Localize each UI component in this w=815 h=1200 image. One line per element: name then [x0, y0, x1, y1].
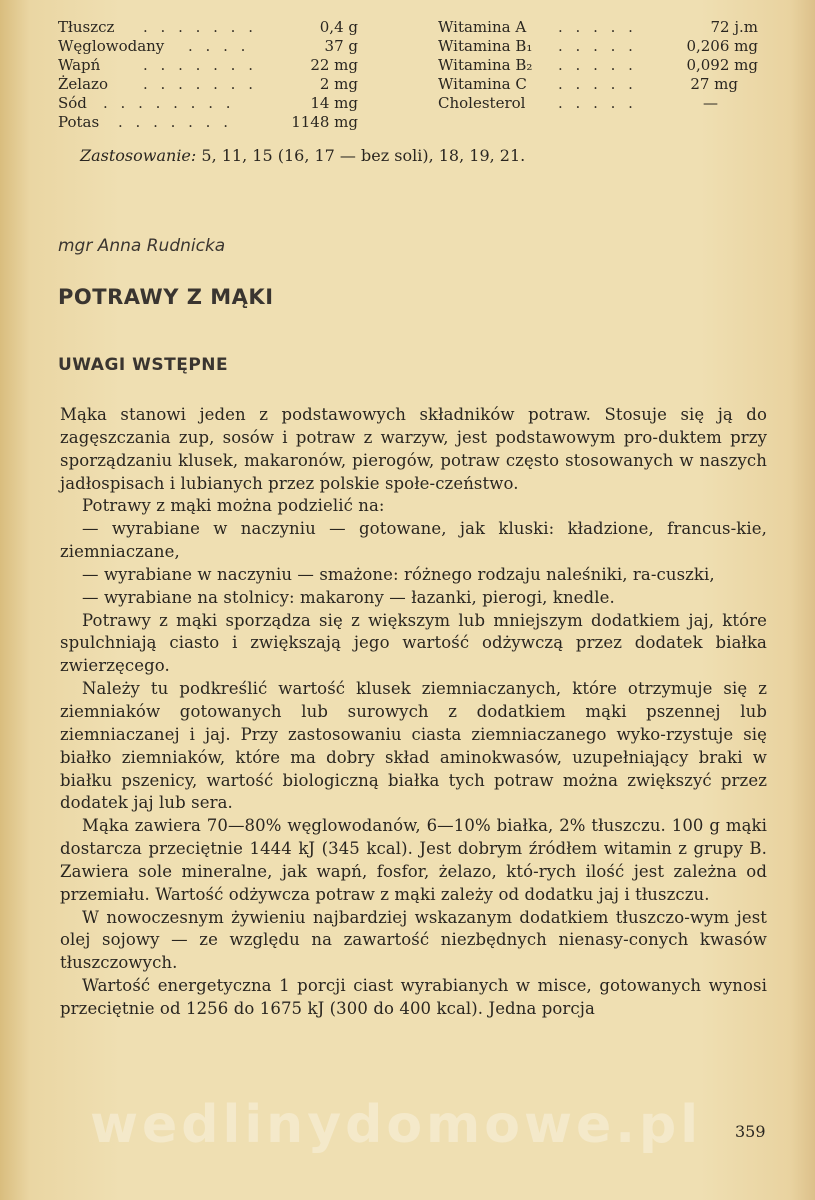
leader-dots: . . . . .: [558, 37, 637, 55]
leader-dots: . . . . . . . .: [103, 94, 235, 112]
nutrition-row: [58, 37, 358, 56]
nutrition-row: [438, 94, 768, 113]
leader-dots: . . . . .: [558, 75, 637, 93]
nutrient-value: 72 j.m: [710, 18, 758, 36]
nutrient-name: Cholesterol: [438, 94, 526, 112]
paragraph: Mąka zawiera 70—80% węglowodanów, 6—10% białka, 2% tłuszczu. 100 g mąki dostarcza przeciętnie 1444 kJ (345 kcal). Jest dobrym źródłem witamin z grupy B. Zawiera sole mineralne, jak wapń, fosfor, żelazo, któ-rych ilość jest zależna od przemiału. Wartość odżywcza potraw z mąki zależy od dodatku jaj i tłuszczu.: [60, 816, 767, 904]
nutrient-name: Witamina B₁: [438, 37, 533, 55]
nutrition-row: [58, 18, 358, 37]
paragraph: Potrawy z mąki sporządza się z większym lub mniejszym dodatkiem jaj, które spulchniają ciasto i zwiększają jego wartość odżywczą przez dodatek białka zwierzęcego.: [60, 610, 767, 676]
paragraph: Potrawy z mąki można podzielić na:: [82, 496, 385, 516]
watermark: wedlinydomowe.pl: [90, 1095, 703, 1155]
page-number: 359: [735, 1122, 766, 1141]
nutrient-name: Wapń: [58, 56, 101, 74]
nutrition-row: [58, 113, 358, 132]
nutrient-name: Witamina C: [438, 75, 527, 93]
paragraph: Mąka stanowi jeden z podstawowych składników potraw. Stosuje się ją do zagęszczania zup, sosów i potraw z warzyw, jest podstawowym pro-duktem przy sporządzaniu klusek, makaronów, pierogów, potraw często stosowanych w naszych jadłospisach i lubianych przez polskie społe-czeństwo.: [60, 405, 767, 493]
nutrition-row: [58, 94, 358, 113]
nutrition-row: [438, 37, 768, 56]
nutrient-value: 22 mg: [310, 56, 358, 74]
usage-line: [80, 146, 525, 165]
nutrient-value: 27 mg: [690, 75, 738, 93]
leader-dots: . . . . .: [558, 56, 637, 74]
paragraph: Należy tu podkreślić wartość klusek ziemniaczanych, które otrzymuje się z ziemniaków gotowanych lub surowych z dodatkiem mąki pszennej lub ziemniaczanej i jaj. Przy zastosowaniu ciasta ziemniaczanego wyko-rzystuje się białko ziemniaków, które ma dobry skład aminokwasów, uzupełniający braki w białku pszenicy, wartość biologiczną białka tych potraw można zwiększyć przez dodatek jaj lub sera.: [60, 679, 767, 813]
chapter-title: POTRAWY Z MĄKI: [58, 285, 274, 309]
nutrition-row: [438, 18, 768, 37]
usage-label: Zastosowanie:: [80, 146, 197, 165]
nutrient-value: 0,092 mg: [686, 56, 758, 74]
nutrient-value: 37 g: [324, 37, 358, 55]
nutrient-name: Żelazo: [58, 75, 108, 93]
nutrition-row: [58, 75, 358, 94]
nutrition-row: [58, 56, 358, 75]
body-text: [60, 404, 767, 1021]
nutrition-row: [438, 56, 768, 75]
nutrient-name: Witamina A: [438, 18, 527, 36]
nutrient-name: Sód: [58, 94, 87, 112]
leader-dots: . . . .: [188, 37, 250, 55]
nutrition-table-right: [438, 18, 768, 113]
nutrition-row: [438, 75, 768, 94]
leader-dots: . . . . . . .: [143, 75, 257, 93]
paragraph: Wartość energetyczna 1 porcji ciast wyrabianych w misce, gotowanych wynosi przeciętnie od 1256 do 1675 kJ (300 do 400 kcal). Jedna porcja: [60, 976, 767, 1018]
nutrient-name: Tłuszcz: [58, 18, 115, 36]
nutrient-value: 0,4 g: [319, 18, 358, 36]
leader-dots: . . . . .: [558, 18, 637, 36]
nutrient-name: Potas: [58, 113, 100, 131]
list-item: — wyrabiane na stolnicy: makarony — łazanki, pierogi, knedle.: [82, 587, 615, 607]
usage-text: 5, 11, 15 (16, 17 — bez soli), 18, 19, 21.: [196, 146, 526, 165]
nutrient-name: Węglowodany: [58, 37, 165, 55]
leader-dots: . . . . .: [558, 94, 637, 112]
nutrition-table-left: [58, 18, 358, 132]
list-item: — wyrabiane w naczyniu — gotowane, jak kluski: kładzione, francus-kie, ziemniaczane,: [60, 519, 767, 562]
paragraph: W nowoczesnym żywieniu najbardziej wskazanym dodatkiem tłuszczo-wym jest olej sojowy — ze względu na zawartość niezbędnych nienasy-conych kwasów tłuszczowych.: [60, 907, 767, 973]
leader-dots: . . . . . . .: [143, 18, 257, 36]
nutrient-value: —: [703, 94, 718, 112]
leader-dots: . . . . . . .: [143, 56, 257, 74]
leader-dots: . . . . . . .: [118, 113, 232, 131]
section-heading: UWAGI WSTĘPNE: [58, 355, 229, 375]
author-name: mgr Anna Rudnicka: [58, 236, 226, 256]
nutrient-name: Witamina B₂: [438, 56, 533, 74]
nutrient-value: 14 mg: [310, 94, 358, 112]
nutrient-value: 0,206 mg: [686, 37, 758, 55]
nutrient-value: 2 mg: [319, 75, 358, 93]
list-item: — wyrabiane w naczyniu — smażone: różnego rodzaju naleśniki, ra-cuszki,: [82, 564, 715, 584]
nutrient-value: 1148 mg: [291, 113, 358, 131]
